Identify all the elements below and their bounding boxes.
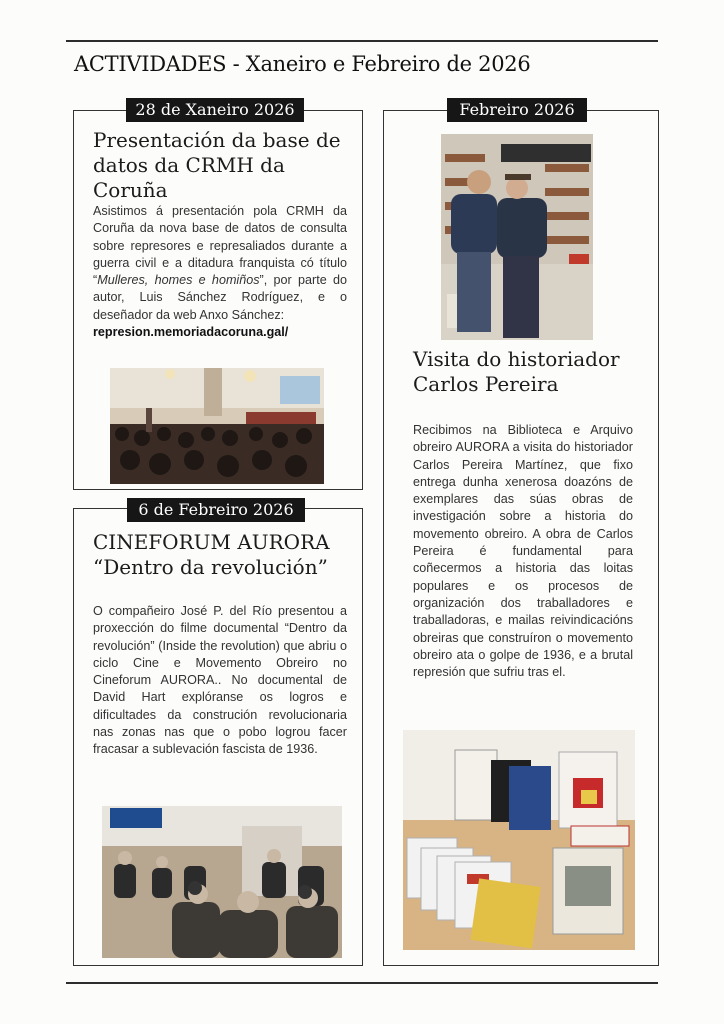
heading-line: Visita do historiador <box>413 347 620 371</box>
book-title: Mulleres, homes e homiños <box>97 273 260 288</box>
event-heading <box>413 347 653 397</box>
historian-visit-photo <box>441 134 593 340</box>
event-description <box>93 203 347 341</box>
heading-line: Presentación da base de <box>93 128 341 152</box>
heading-line: “Dentro da revolución” <box>93 555 328 579</box>
event-description: O compañeiro José P. del Río presentou a proxección do filme documental “Dentro da revolución” (Inside the revolution) que abriu o ciclo Cine e Movemento Obreiro no Cineforum AURORA.. No documental de David Hart explóranse os logros e dificultades da construción revolucionaria nas zonas nas que o pobo logrou facer fracasar a sublevación fascista de 1936. <box>93 604 347 757</box>
top-rule <box>66 40 658 42</box>
heading-line: CINEFORUM AURORA <box>93 530 330 554</box>
event-heading <box>93 128 353 203</box>
heading-line: Carlos Pereira <box>413 372 559 396</box>
bottom-rule <box>66 982 658 984</box>
event-description: Recibimos na Biblioteca e Arquivo obreiro AURORA a visita do historiador Carlos Pereira Martínez, que fixo entrega dunha xenerosa doazóns de exemplares das súas obras de investigación sobre a historia do movemento obreiro. A obra de Carlos Pereira é fundamental para coñecermos a historia das loitas populares e os procesos de organización dos traballadores e traballadoras, e mailas reivindicacións obreiras que construíron o movemento obreiro ata o golpe de 1936, e a brutal represión que sufriu tras el. <box>413 423 633 680</box>
event-date-badge: 28 de Xaneiro 2026 <box>126 98 304 122</box>
description-text: Asistimos á presentación pola CRMH da Coruña da nova base de datos de consulta sobre represores e represaliados durante a guerra civil e a ditadura franquista có título “Mulleres, homes e homiños”, por parte do autor, Luis Sánchez Rodríguez, e o deseñador da web Anxo Sánchez: <box>93 204 347 322</box>
heading-line: datos da CRMH da Coruña <box>93 153 285 202</box>
event-heading <box>93 530 353 580</box>
page-title: ACTIVIDADES - Xaneiro e Febreiro de 2026 <box>74 52 531 76</box>
database-link[interactable]: represion.memoriadacoruna.gal/ <box>93 325 289 340</box>
conference-photo <box>110 368 324 484</box>
cineforum-photo <box>102 806 342 958</box>
event-date-badge: Febreiro 2026 <box>447 98 587 122</box>
event-date-badge: 6 de Febreiro 2026 <box>127 498 305 522</box>
donated-books-photo <box>403 730 635 950</box>
